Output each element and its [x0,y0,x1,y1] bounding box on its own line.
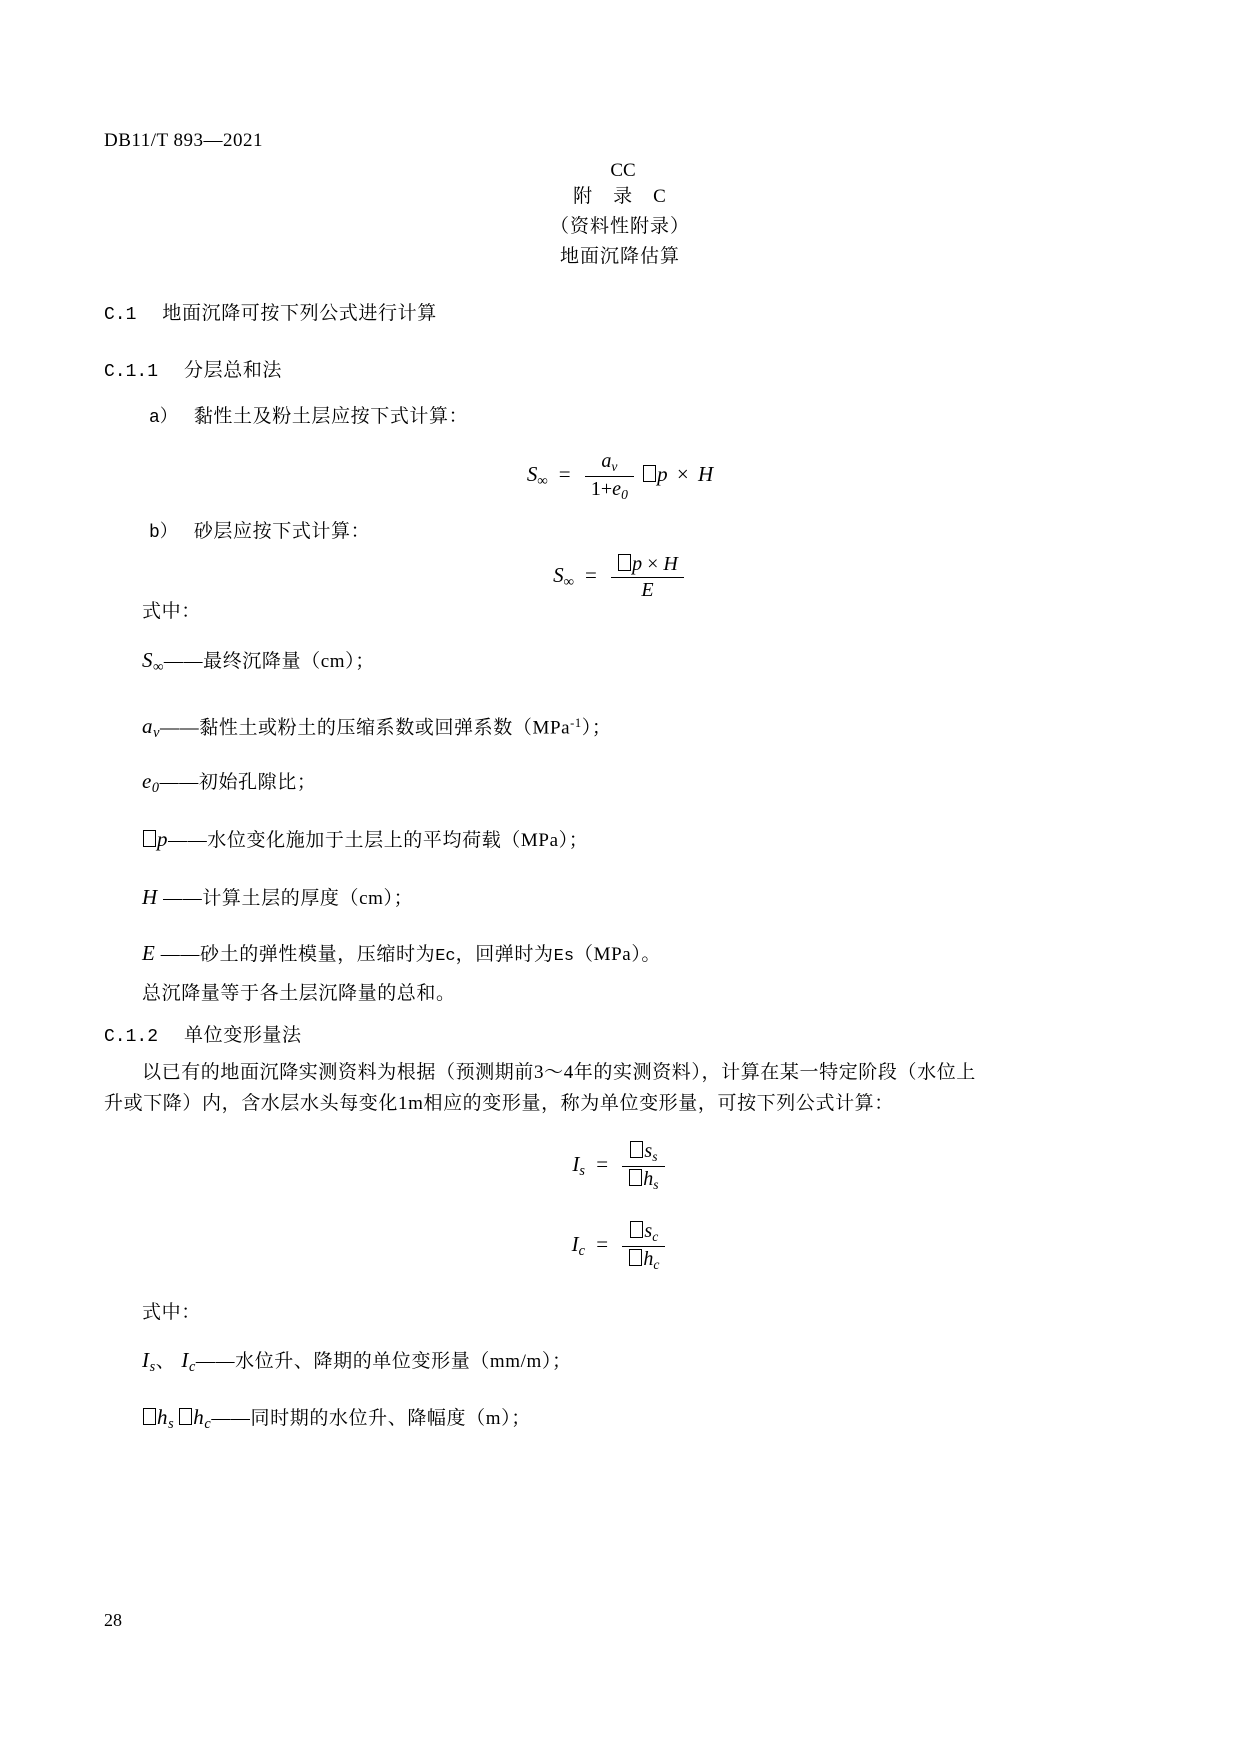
definition-e-0-text: ——初始孔隙比； [159,772,317,793]
symbol-h: H [142,885,158,909]
symbol-a-v: $a_v$ [142,714,161,742]
clause-c1 [104,300,437,329]
clause-c1-number: C.1 [104,305,137,325]
formula-unit-deformation-fall: $I_c$ = $\frac{s_c}{h_c}$ [104,1220,1136,1273]
clause-c11-text: 分层总和法 [184,360,283,381]
clause-c12-body-line1: 以已有的地面沉降实测资料为根据（预测期前3～4年的实测资料），计算在某一特定阶段（水位上 [142,1062,976,1083]
definition-e-prefix: ——砂土的弹性模量，压缩时为 [160,944,436,965]
definition-delta-p [142,824,588,856]
page-number: 28 [104,1610,122,1630]
definition-s-infinity-text: ——最终沉降量（cm）； [163,651,375,672]
where-label-2: 式中： [142,1302,201,1323]
clause-c12-number: C.1.2 [104,1027,159,1047]
clause-c12 [104,1022,302,1051]
annex-title: 附 录 C [573,186,667,207]
annex-heading-block [104,160,1136,272]
definition-a-v-text: ——黏性土或粉土的压缩系数或回弹系数（MPa [160,717,571,739]
definition-a-v-tail: ）； [581,717,612,739]
clause-c1-text: 地面沉降可按下列公式进行计算 [162,303,437,324]
formula-settlement-sand: $S_\infty$ = $\frac{p \times H}{E}$ [104,553,1136,602]
definition-e-tail: （MPa）。 [574,944,662,965]
clause-c11-item-b [149,518,370,547]
page-content [104,0,1136,1755]
definition-h-text: ——计算土层的厚度（cm）； [163,888,414,909]
formula-settlement-clay: $S_\infty$ = $\frac{a_v}{1+e_0}$ p × H [526,450,714,502]
symbol-p: p [157,827,169,851]
definition-a-v-exponent: -1 [570,716,582,730]
definition-e [142,938,661,972]
annex-name: 地面沉降估算 [559,246,680,267]
symbol-e-0: $e_0$ [142,769,160,796]
definition-e-middle: ，回弹时为 [455,944,554,965]
item-a-text: 黏性土及粉土层应按下式计算： [193,406,469,427]
formula-unit-deformation-rise: $I_s$ = $\frac{s_s}{h_s}$ [104,1140,1136,1193]
item-b-text: 砂层应按下式计算： [193,521,371,542]
symbol-s-infinity: $S_\infty$ [142,648,164,675]
symbol-i-s: $I_s$ [142,1348,156,1375]
definition-e-0 [142,766,316,803]
symbol-e: E [142,941,156,965]
definition-i-s-i-c: $I_s$、 $I_c——$水位升、降期的单位变形量（mm/m）； [142,1348,572,1375]
definition-s-infinity [142,645,375,682]
symbol-h-s: $h_s$ [157,1405,175,1432]
clause-c11-number: C.1.1 [104,362,159,382]
definition-delta-h-s-c [142,1402,531,1439]
symbol-i-c: $I_c$ [181,1348,196,1375]
definition-delta-p-text: ——水位变化施加于土层上的平均荷载（MPa）； [168,830,589,851]
definition-dh-sc-text: ——同时期的水位升、降幅度（m）； [211,1408,531,1429]
item-a-label: a） [149,408,178,428]
running-header: DB11/T 893—2021 [104,130,263,151]
symbol-h-c: $h_c$ [193,1405,212,1432]
clause-c11-item-a [149,403,468,432]
definition-h [142,882,413,914]
definition-a-v [142,708,612,748]
item-b-label: b） [149,523,178,543]
where-label-1: 式中： [142,601,201,622]
annex-cc-mark: CC [610,160,636,181]
definition-i-sc-text: ——水位升、降期的单位变形量（mm/m）； [195,1351,572,1372]
definition-e-ec: Ec [435,947,456,966]
delta-box-icon-3 [179,1408,192,1425]
clause-c12-text: 单位变形量法 [184,1025,302,1046]
total-settlement-note: 总沉降量等于各土层沉降量的总和。 [142,983,456,1004]
delta-box-icon-2 [143,1408,156,1425]
clause-c11 [104,357,282,386]
definition-e-es: Es [553,947,575,966]
delta-box-icon [143,830,156,847]
annex-subtitle: （资料性附录） [549,216,690,237]
clause-c12-body-line2: 升或下降）内，含水层水头每变化1m相应的变形量，称为单位变形量，可按下列公式计算： [104,1093,894,1114]
